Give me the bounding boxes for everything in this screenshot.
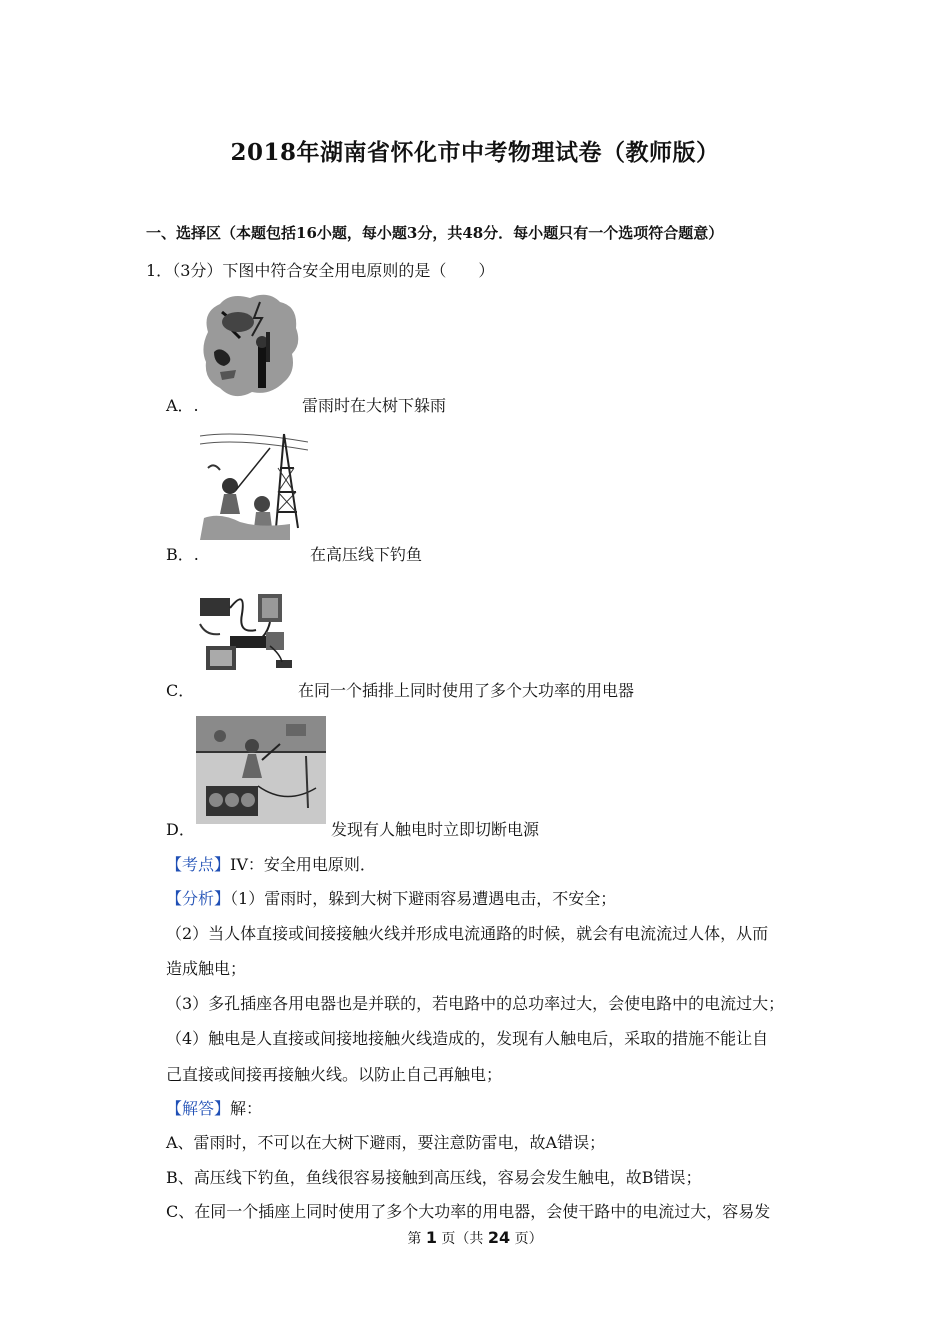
option-b-text: 在高压线下钓鱼 — [310, 545, 423, 564]
section-heading: 一、选择区（本题包括16小题，每小题3分，共48分．每小题只有一个选项符合题意） — [146, 224, 724, 242]
option-b-label: B．. — [166, 545, 199, 564]
option-c — [166, 678, 194, 701]
option-d-text: 发现有人触电时立即切断电源 — [331, 820, 540, 839]
fenxi-line-4: （3）多孔插座各用电器也是并联的，若电路中的总功率过大，会使电路中的电流过大； — [166, 994, 785, 1013]
fenxi-tag: 【分析】 — [166, 889, 231, 908]
fenxi-line-1 — [166, 886, 616, 909]
kaodian-tag: 【考点】 — [166, 855, 231, 874]
option-a-image — [200, 292, 302, 404]
jieda-line-b: B、高压线下钓鱼，鱼线很容易接触到高压线，容易会发生触电，故B错误； — [166, 1168, 702, 1187]
option-c-label: C． — [166, 681, 195, 700]
fenxi-line-6: 己直接或间接再接触火线。以防止自己再触电； — [166, 1065, 503, 1084]
option-a-text: 雷雨时在大树下躲雨 — [302, 396, 447, 415]
kaodian — [166, 852, 376, 875]
option-a-label: A．. — [166, 396, 199, 415]
jieda-intro-text: 解： — [230, 1099, 263, 1118]
option-b-image — [200, 428, 308, 540]
jieda-tag: 【解答】 — [166, 1099, 231, 1118]
question-score: （3分） — [172, 261, 223, 280]
footer-post: 页） — [510, 1231, 543, 1247]
footer-page-number: 1 — [425, 1228, 437, 1247]
fenxi-line-2: （2）当人体直接或间接接触火线并形成电流通路的时候，就会有电流流过人体，从而 — [166, 924, 769, 943]
jieda-line-a: A、雷雨时，不可以在大树下避雨，要注意防雷电，故A错误； — [166, 1133, 606, 1152]
fenxi-line-3: 造成触电； — [166, 959, 247, 978]
document-title: 2018年湖南省怀化市中考物理试卷（教师版） — [230, 139, 720, 166]
option-d-image — [196, 716, 326, 824]
footer-mid: 页（共 — [436, 1231, 488, 1247]
footer-total-pages: 24 — [487, 1228, 511, 1247]
option-d — [166, 817, 195, 840]
question-stem — [146, 258, 494, 281]
option-c-image — [196, 584, 300, 680]
fenxi-line-5: （4）触电是人直接或间接地接触火线造成的，发现有人触电后，采取的措施不能让自 — [166, 1029, 769, 1048]
jieda-intro — [166, 1096, 262, 1119]
footer-pre: 第 — [407, 1231, 426, 1247]
option-b — [166, 542, 199, 565]
question-number: 1． — [146, 261, 173, 280]
fenxi-text-1: （1）雷雨时，躲到大树下避雨容易遭遇电击，不安全； — [230, 889, 617, 908]
option-a — [166, 393, 199, 416]
jieda-line-c: C、在同一个插座上同时使用了多个大功率的用电器，会使干路中的电流过大，容易发 — [166, 1202, 771, 1221]
question-text: 下图中符合安全用电原则的是（ ） — [222, 261, 495, 280]
option-c-text: 在同一个插排上同时使用了多个大功率的用电器 — [298, 681, 635, 700]
kaodian-text: IV：安全用电原则． — [230, 855, 376, 874]
option-d-label: D． — [166, 820, 195, 839]
page-footer — [0, 1228, 950, 1248]
